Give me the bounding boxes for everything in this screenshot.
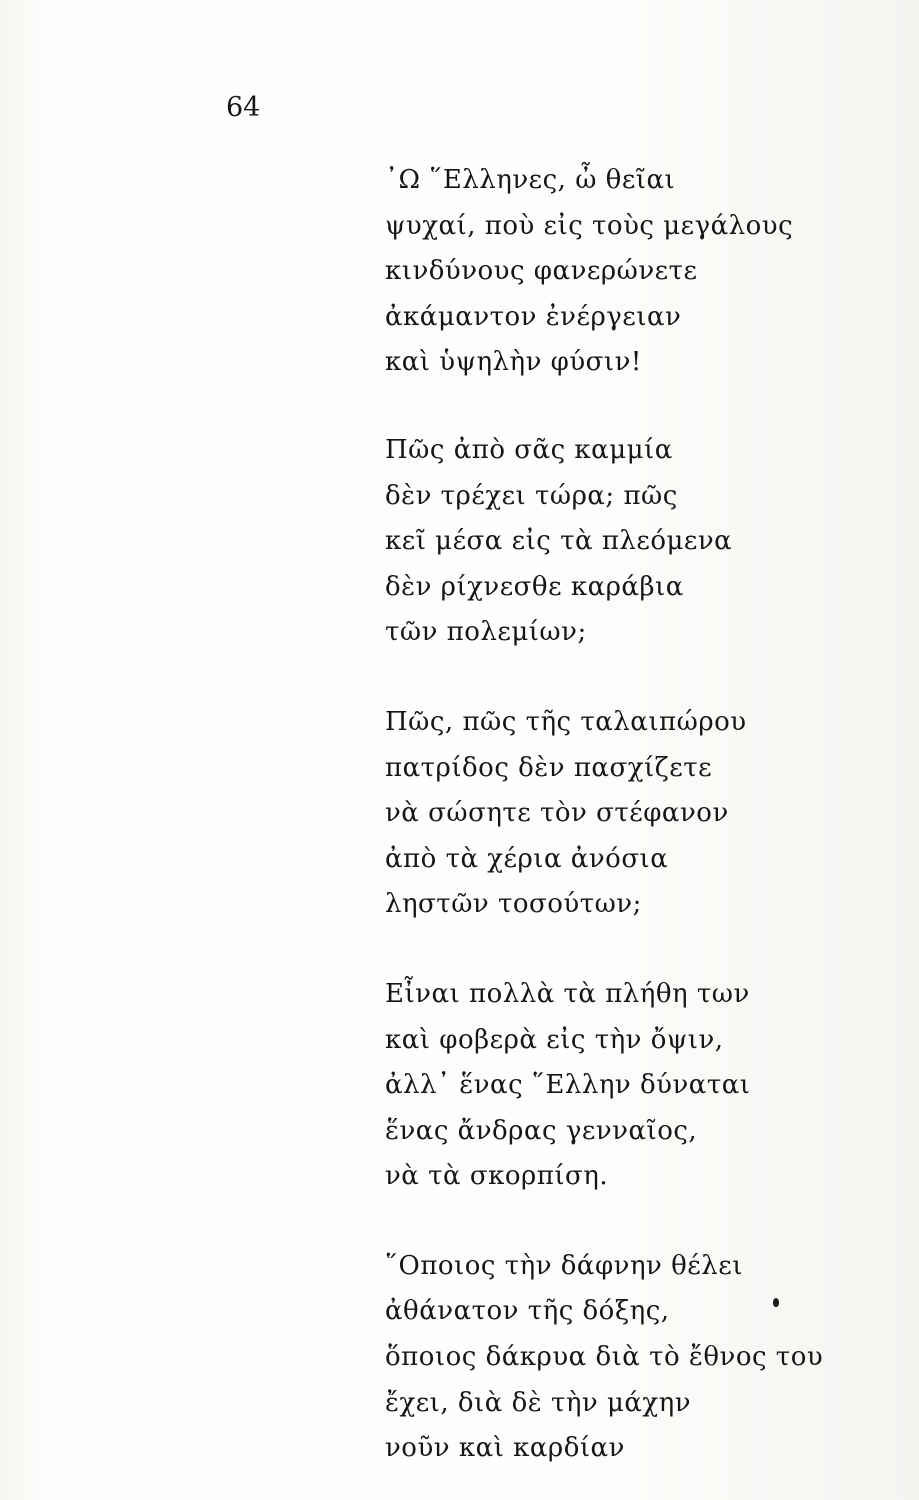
stanza-2 — [385, 428, 885, 656]
verse-line: κεῖ μέσα εἰς τὰ πλεόμενα — [385, 526, 733, 557]
verse-line: τῶν πολεμίων; — [385, 617, 587, 648]
verse-line: ἕνας ἄνδρας γενναῖος, — [385, 1115, 698, 1146]
verse-line: δὲν τρέχει τώρα; πῶς — [385, 480, 678, 511]
stanza-3 — [385, 700, 885, 928]
stanza-4 — [385, 972, 885, 1200]
verse-line: ῞Οποιος τὴν δάφνην θέλει — [385, 1250, 743, 1281]
verse-line: νὰ σώσητε τὸν στέφανον — [385, 798, 729, 829]
poem-text — [385, 158, 885, 1500]
verse-line: Πῶς ἀπὸ σᾶς καμμία — [385, 434, 673, 465]
verse-line: ᾽Ω ῞Ελληνες, ὦ θεῖαι — [385, 165, 676, 195]
stanza-5 — [385, 1244, 885, 1472]
verse-line: πατρίδος δὲν πασχίζετε — [385, 752, 713, 783]
verse-line: καὶ φοβερὰ εἰς τὴν ὄψιν, — [385, 1024, 724, 1055]
verse-line: ψυχαί, ποὺ εἰς τοὺς μεγάλους — [385, 210, 794, 241]
verse-line: Εἶναι πολλὰ τὰ πλήθη των — [385, 978, 750, 1009]
stanza-1 — [385, 158, 885, 386]
verse-line: κινδύνους φανερώνετε — [385, 256, 698, 287]
verse-line: ὅποιος δάκρυα διὰ τὸ ἔθνος του — [385, 1342, 824, 1373]
page-number: 64 — [226, 92, 261, 123]
verse-line: δὲν ρίχνεσθε καράβια — [385, 571, 684, 602]
verse-line: νὰ τὰ σκορπίση. — [385, 1161, 609, 1192]
verse-line: Πῶς, πῶς τῆς ταλαιπώρου — [385, 706, 747, 737]
verse-line: ἀκάμαντον ἐνέργειαν — [385, 301, 682, 332]
verse-line: ληστῶν τοσούτων; — [385, 889, 642, 920]
verse-line: ἀθάνατον τῆς δόξης, — [385, 1296, 670, 1327]
verse-line: ἔχει, διὰ δὲ τὴν μάχην — [385, 1387, 692, 1418]
verse-line: καὶ ὑψηλὴν φύσιν! — [385, 347, 642, 378]
verse-line: νοῦν καὶ καρδίαν — [385, 1433, 625, 1464]
ink-speck — [773, 1298, 779, 1307]
verse-line: ἀπὸ τὰ χέρια ἀνόσια — [385, 843, 669, 874]
verse-line: ἀλλ᾽ ἕνας ῞Ελλην δύναται — [385, 1070, 751, 1101]
